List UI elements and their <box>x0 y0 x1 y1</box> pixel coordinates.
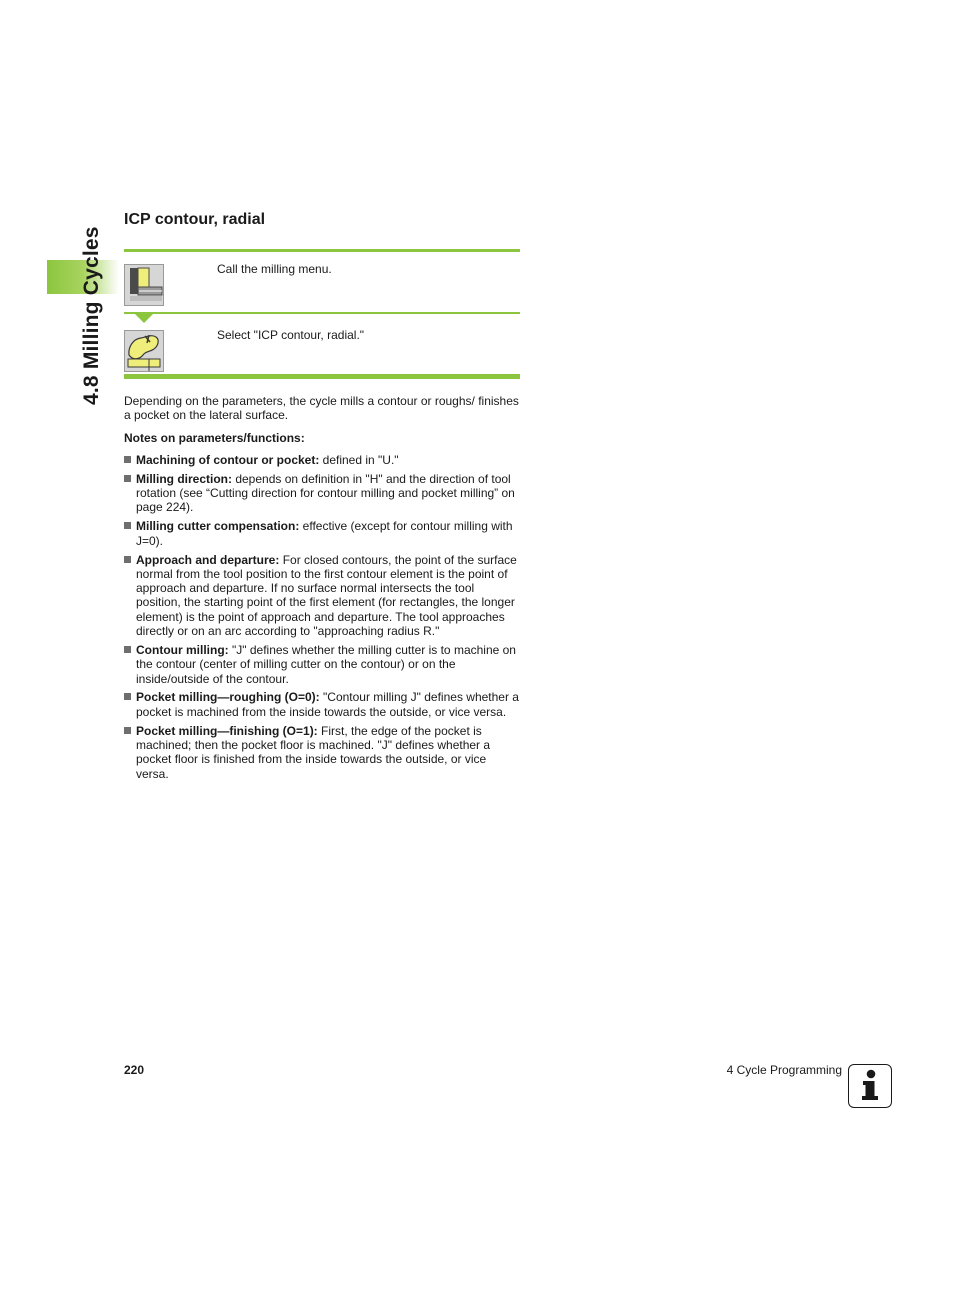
table-mid-rule <box>124 312 520 314</box>
list-item <box>124 472 520 515</box>
intro-paragraph: Depending on the parameters, the cycle mills a contour or roughs/ finishes a pocket on the lateral surface. <box>124 394 519 423</box>
list-item <box>124 690 520 719</box>
notes-list <box>124 453 520 785</box>
bullet-icon <box>124 475 131 482</box>
bullet-term: Pocket milling—roughing (O=0): <box>136 690 320 705</box>
bullet-term: Contour milling: <box>136 642 229 657</box>
bullet-text: For closed contours, the point of the surface normal from the tool position to the first contour element is the point of approach and departure. If no surface normal intersects the tool position, the starting point of the first element (for rectangles, the longer element) is the point of approach and departure. The tool approaches directly or on an arc according to "approaching radius R." <box>136 552 517 639</box>
milling-menu-icon <box>124 264 164 306</box>
list-item <box>124 553 520 639</box>
step-2-text: Select "ICP contour, radial." <box>217 328 365 342</box>
list-item <box>124 724 520 781</box>
info-icon <box>848 1064 892 1108</box>
bullet-term: Milling direction: <box>136 471 232 486</box>
icp-contour-radial-icon <box>124 330 164 372</box>
footer-chapter: 4 Cycle Programming <box>726 1063 842 1077</box>
bullet-icon <box>124 693 131 700</box>
bullet-text: "Contour milling J" defines whether a pocket is machined from the inside towards the outside, or vice versa. <box>136 690 519 719</box>
table-top-rule <box>124 249 520 252</box>
bullet-icon <box>124 727 131 734</box>
bullet-term: Machining of contour or pocket: <box>136 453 320 467</box>
bullet-text: effective (except for contour milling with J=0). <box>136 519 513 548</box>
bullet-text: defined in "U." <box>319 453 399 467</box>
section-title: ICP contour, radial <box>124 211 266 228</box>
bullet-term: Milling cutter compensation: <box>136 519 300 534</box>
list-item <box>124 453 520 467</box>
page-number: 220 <box>124 1063 145 1077</box>
bullet-term: Pocket milling—finishing (O=1): <box>136 723 318 738</box>
table-bottom-rule <box>124 374 520 379</box>
list-item <box>124 519 520 548</box>
bullet-icon <box>124 456 131 463</box>
bullet-icon <box>124 556 131 563</box>
bullet-text: First, the edge of the pocket is machined; then the pocket floor is machined. "J" defines whether a pocket floor is finished from the inside towards the outside, or vice versa. <box>136 723 491 781</box>
bullet-icon <box>124 646 131 653</box>
bullet-term: Approach and departure: <box>136 552 280 567</box>
chapter-title: 4.8 Milling Cycles <box>80 226 103 405</box>
arrow-down-icon <box>135 314 153 323</box>
list-item <box>124 643 520 686</box>
bullet-text: depends on definition in "H" and the direction of tool rotation (see “Cutting direction for contour milling and pocket milling” on page 224). <box>136 471 515 515</box>
bullet-icon <box>124 522 131 529</box>
step-1-text: Call the milling menu. <box>217 262 332 276</box>
bullet-text: "J" defines whether the milling cutter is to machine on the contour (center of milling cutter on the contour) or on the inside/outside of the contour. <box>136 642 516 686</box>
notes-heading: Notes on parameters/functions: <box>124 431 305 445</box>
